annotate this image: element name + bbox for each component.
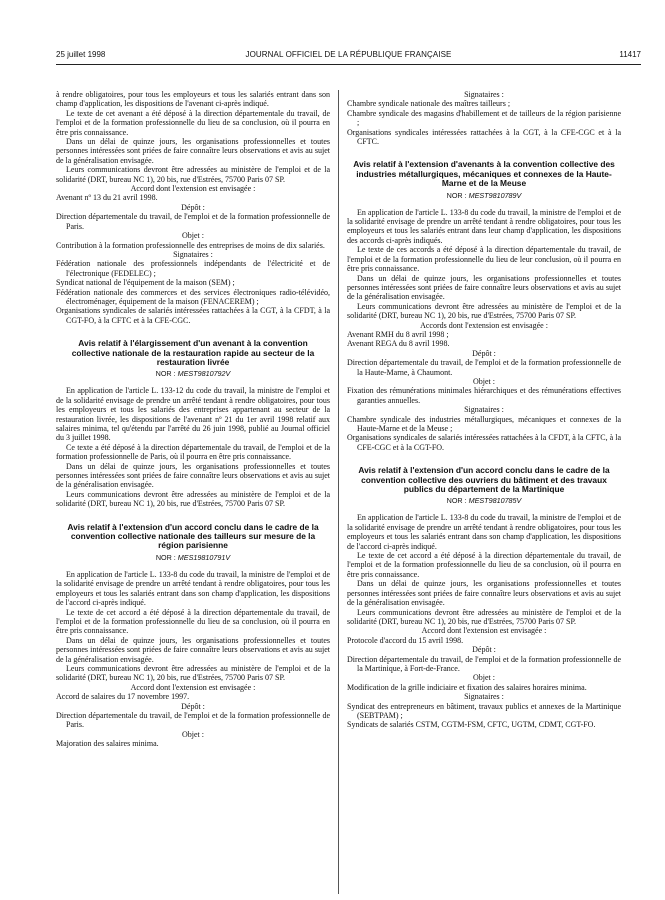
- paragraph: Direction départementale du travail, de l'emploi et de la formation professionnelle de la Martinique, à Fort-de-France.: [347, 654, 621, 673]
- paragraph: Leurs communications devront être adressées au ministère de l'emploi et de la solidarité (DRT, bureau NC 1), 20 bis, rue d'Estrées, 75700 Paris 07 SP.: [56, 663, 330, 683]
- nor-code: MEST9810792V: [177, 369, 231, 379]
- paragraph: Leurs communications devront être adressées au ministère de l'emploi et de la solidarité (DRT, bureau NC 1), 20 bis, rue d'Estrées, 75700 Paris 07 SP.: [56, 489, 330, 509]
- two-column-body: [56, 90, 641, 894]
- column-divider: [338, 90, 339, 894]
- section-label: Objet :: [182, 231, 204, 241]
- paragraph: Dans un délai de quinze jours, les organisations professionnelles et toutes personnes intéressées sont priées de faire connaître leurs observations et avis au sujet de la généralisation envisagée.: [56, 461, 330, 490]
- paragraph: Le texte de cet accord a été déposé à la direction départementale du travail, de l'emploi et de la formation professionnelle du lieu de sa conclusion, où il pourra en être pris connaissance.: [56, 607, 330, 636]
- paragraph: Leurs communications devront être adressées au ministère de l'emploi et de la solidarité (DRT, bureau NC 1), 20 bis, rue d'Estrées, 75700 Paris 07 SP.: [347, 301, 621, 321]
- paragraph: Contribution à la formation professionnelle des entreprises de moins de dix salariés.: [56, 240, 325, 250]
- paragraph: Majoration des salaires minima.: [56, 739, 159, 749]
- paragraph: Protocole d'accord du 15 avril 1998.: [347, 635, 464, 645]
- paragraph: Leurs communications devront être adressées au ministère de l'emploi et de la solidarité (DRT, bureau NC 1), 20 bis, rue d'Estrées, 75700 Paris 07 SP.: [347, 607, 621, 626]
- paragraph: Dans un délai de quinze jours, les organisations professionnelles et toutes personnes intéressées sont priées de faire connaître leurs observations et avis au sujet de la généralisation envisagée.: [347, 273, 621, 302]
- paragraph: à rendre obligatoires, pour tous les employeurs et tous les salariés entrant dans son champ d'application, les dispositions de l'avenant ci-après indiqué.: [56, 90, 330, 109]
- notice-title: Avis relatif à l'extension d'avenants à la convention collective des industries métallurgiques, mécaniques et connexes de la Haute-Marne et de la Meuse: [353, 159, 615, 189]
- paragraph: Dans un délai de quinze jours, les organisations professionnelles et toutes personnes intéressées sont priées de faire connaître leurs observations et avis au sujet de la généralisation envisagée.: [56, 635, 330, 664]
- header-journal-title: JOURNAL OFFICIEL DE LA RÉPUBLIQUE FRANÇAISE: [245, 50, 452, 59]
- paragraph: Ce texte a été déposé à la direction départementale du travail, de l'emploi et de la formation professionnelle de Paris, où il pourra en être pris connaissance.: [56, 442, 330, 462]
- notice-batiment-martinique: [347, 466, 621, 730]
- nor-reference: [56, 553, 330, 562]
- section-label: Objet :: [473, 376, 495, 386]
- section-label: Signataires :: [173, 249, 213, 259]
- paragraph: Chambre syndicale des magasins d'habillement et de tailleurs de la région parisienne ;: [347, 108, 621, 128]
- section-label: Signataires :: [464, 90, 504, 99]
- paragraph: Dans un délai de quinze jours, les organisations professionnelles et toutes personnes intéressées sont priées de faire connaître leurs observations et avis au sujet de la généralisation envisagée.: [347, 579, 621, 608]
- paragraph: Fédération nationale des professionnels indépendants de l'électricité et de l'électronique (FEDELEC) ;: [56, 259, 330, 278]
- notice-metallurgie-haute-marne: [347, 160, 621, 452]
- paragraph: Accord de salaires du 17 novembre 1997.: [56, 692, 190, 702]
- right-column: [347, 90, 621, 894]
- section-label: Dépôt :: [181, 701, 205, 711]
- paragraph: Organisations syndicales de salariés intéressées rattachées à la CFDT, à la CFTC, à la CFE-CGC et à la CGT-FO.: [347, 433, 621, 452]
- notice-restauration-livree: [56, 339, 330, 509]
- header-rule: [56, 64, 641, 65]
- paragraph: Syndicat des entrepreneurs en bâtiment, travaux publics et annexes de la Martinique (SEBTPAM) ;: [347, 701, 621, 720]
- paragraph: En application de l'article L. 133-8 du code du travail, la ministre de l'emploi et de la solidarité envisage de prendre un arrêté tendant à rendre obligatoires, pour tous les employeurs et tous les salariés entrant dans son champ d'application, les dispositions de l'accord ci-après indiqué.: [347, 513, 621, 551]
- header-page-number: 11417: [619, 50, 641, 59]
- paragraph: Direction départementale du travail, de l'emploi et de la formation professionnelle de Paris.: [56, 212, 330, 231]
- section-label: Objet :: [473, 673, 495, 683]
- section-label: Signataires :: [464, 405, 504, 415]
- paragraph: En application de l'article L. 133-8 du code du travail, la ministre de l'emploi et de la solidarité envisage de prendre un arrêté tendant à rendre obligatoires, pour tous les employeurs et tous les salariés entrant dans leur champ d'application, les dispositions des accords ci-après indiqués.: [347, 207, 621, 245]
- paragraph: Le texte de cet avenant a été déposé à la direction départementale du travail, de l'emploi et de la formation professionnelle du lieu de sa conclusion, où il pourra en être pris connaissance.: [56, 108, 330, 137]
- paragraph: Le texte de ces accords a été déposé à la direction départementale du travail, de l'emploi et de la formation professionnelle du lieu de leur conclusion, où il pourra en être pris connaissance.: [347, 245, 621, 274]
- paragraph: Direction départementale du travail, de l'emploi et de la formation professionnelle de la Haute-Marne, à Chaumont.: [347, 358, 621, 377]
- nor-reference: [347, 191, 621, 200]
- section-label: Dépôt :: [472, 348, 496, 358]
- section-label: Signataires :: [464, 692, 504, 702]
- notice-tailleurs-sur-mesure: [56, 523, 330, 749]
- nor-reference: [56, 369, 330, 378]
- paragraph: Syndicats de salariés CSTM, CGTM-FSM, CFTC, UGTM, CDMT, CGT-FO.: [347, 720, 596, 730]
- paragraph: Fixation des rémunérations minimales hiérarchiques et des rémunérations effectives garanties annuelles.: [347, 386, 621, 405]
- paragraph: En application de l'article L. 133-12 du code du travail, la ministre de l'emploi et de la solidarité envisage de prendre un arrêté tendant à rendre obligatoires, pour tous les employeurs et tous les salariés des entreprises appartenant au secteur de la restauration livrée, les dispositions de l'avenant nº 21 du 1er avril 1998 relatif aux salaires minima, tel qu'étendu par l'arrêté du 26 juin 1998, publié au Journal officiel du 3 juillet 1998.: [56, 386, 330, 443]
- paragraph: Direction départementale du travail, de l'emploi et de la formation professionnelle de Paris.: [56, 710, 330, 730]
- paragraph: Chambre syndicale des industries métallurgiques, mécaniques et connexes de la Haute-Marne et de la Meuse ;: [347, 414, 621, 433]
- paragraph: Chambre syndicale nationale des maîtres tailleurs ;: [347, 99, 511, 109]
- paragraph: En application de l'article L. 133-8 du code du travail, la ministre de l'emploi et de la solidarité envisage de prendre un arrêté tendant à rendre obligatoires, pour tous les employeurs et tous les salariés entrant dans son champ d'application, les dispositions de l'accord ci-après indiqué.: [56, 569, 330, 608]
- notice-title: Avis relatif à l'extension d'un accord conclu dans le cadre de la convention collective des ouvriers du bâtiment et des travaux publics du département de la Martinique: [358, 465, 610, 495]
- paragraph: Avenant REGA du 8 avril 1998.: [347, 339, 450, 349]
- page-header: [56, 50, 641, 62]
- nor-reference: [347, 496, 621, 505]
- nor-label: NOR :: [446, 496, 469, 506]
- notice-title: Avis relatif à l'extension d'un accord conclu dans le cadre de la convention collective nationale des tailleurs sur mesure de la région parisienne: [67, 521, 319, 551]
- section-label: Accord dont l'extension est envisagée :: [130, 682, 256, 692]
- section-label: Accord dont l'extension est envisagée :: [130, 184, 256, 194]
- paragraph: Dans un délai de quinze jours, les organisations professionnelles et toutes personnes intéressées sont priées de faire connaître leurs observations et avis au sujet de la généralisation envisagée.: [56, 137, 330, 165]
- paragraph: Modification de la grille indiciaire et fixation des salaires horaires minima.: [347, 682, 587, 692]
- nor-code: MEST9810789V: [468, 190, 522, 200]
- paragraph: Syndicat national de l'équipement de la maison (SEM) ;: [56, 278, 235, 288]
- notice-title: Avis relatif à l'élargissement d'un avenant à la convention collective nationale de la restauration rapide au secteur de la restauration livrée: [71, 338, 315, 367]
- section-label: Accords dont l'extension est envisagée :: [420, 320, 548, 330]
- paragraph: Organisations syndicales de salariés intéressées rattachées à la CGT, à la CFDT, à la CGT-FO, à la CFTC et à la CFE-CGC.: [56, 306, 330, 325]
- paragraph: Fédération nationale des commerces et des services électroniques radio-télévidéo, électroménager, équipement de la maison (FENACEREM) ;: [56, 287, 330, 306]
- section-label: Dépôt :: [181, 202, 205, 212]
- nor-label: NOR :: [155, 369, 178, 379]
- header-date: 25 juillet 1998: [56, 50, 106, 59]
- notice-tailleurs-continuation: [347, 90, 621, 146]
- paragraph: Le texte de cet accord a été déposé à la direction départementale du travail, de l'emploi et de la formation professionnelle du lieu de sa conclusion, où il pourra en être pris connaissance.: [347, 551, 621, 579]
- section-label: Dépôt :: [472, 645, 496, 655]
- section-label: Accord dont l'extension est envisagée :: [421, 626, 547, 636]
- paragraph: Avenant RMH du 8 avril 1998 ;: [347, 329, 449, 339]
- nor-label: NOR :: [446, 190, 469, 200]
- section-label: Objet :: [182, 729, 204, 739]
- left-column: [56, 90, 330, 894]
- paragraph: Avenant nº 13 du 21 avril 1998.: [56, 193, 158, 203]
- paragraph: Organisations syndicales intéressées rattachées à la CGT, à la CFE-CGC et à la CFTC.: [347, 127, 621, 147]
- nor-label: NOR :: [155, 552, 178, 562]
- notice-fedelec-continuation: [56, 90, 330, 325]
- nor-code: MES19810791V: [177, 552, 231, 562]
- nor-code: MEST9810785V: [468, 496, 522, 506]
- paragraph: Leurs communications devront être adressées au ministère de l'emploi et de la solidarité (DRT, bureau NC 1), 20 bis, rue d'Estrées, 75700 Paris 07 SP.: [56, 165, 330, 184]
